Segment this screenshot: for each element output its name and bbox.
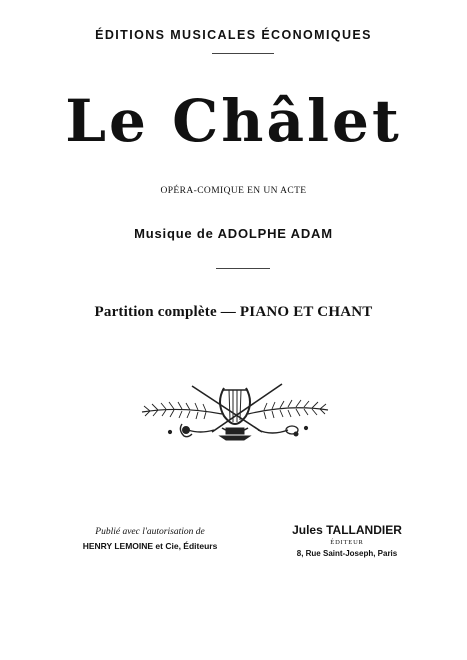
work-title: Le Châlet	[65, 87, 402, 155]
editor-name: Jules TALLANDIER	[292, 523, 402, 537]
work-subtitle: OPÉRA-COMIQUE EN UN ACTE	[160, 186, 307, 196]
middle-divider	[216, 268, 270, 269]
permission-notice	[40, 526, 260, 553]
editor-role: ÉDITEUR	[330, 539, 364, 546]
top-divider	[212, 53, 274, 54]
permission-text: Publié avec l'autorisation de	[95, 527, 205, 537]
composer-line: Musique de ADOLPHE ADAM	[134, 226, 333, 241]
rights-holder: HENRY LEMOINE et Cie, Éditeurs	[82, 541, 218, 551]
lyre-trophy-ornament-icon	[130, 372, 340, 452]
publisher-imprint	[272, 523, 422, 560]
publisher-heading: ÉDITIONS MUSICALES ÉCONOMIQUES	[95, 28, 372, 42]
editor-address: 8, Rue Saint-Joseph, Paris	[296, 549, 398, 558]
score-description: Partition complète — PIANO ET CHANT	[94, 304, 373, 320]
